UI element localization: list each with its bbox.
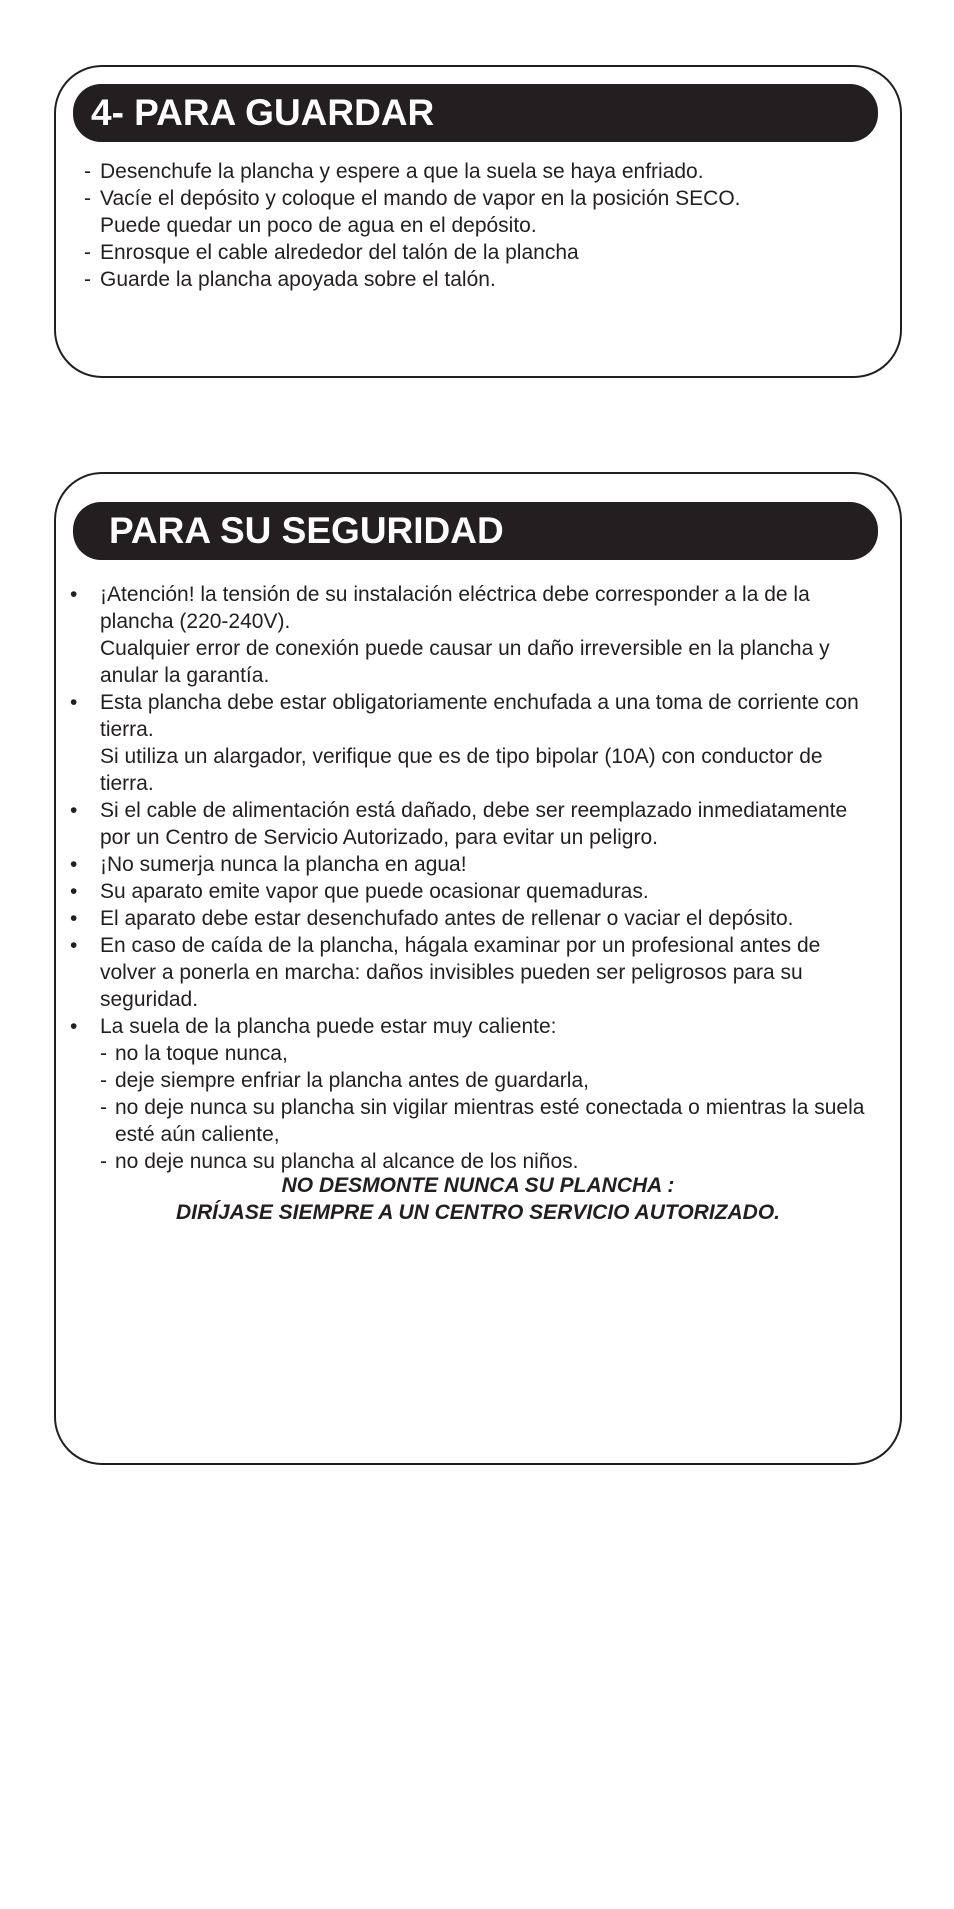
safety-section-title: PARA SU SEGURIDAD: [73, 502, 878, 560]
list-item: • Esta plancha debe estar obligatoriamente enchufada a una toma de corriente con tierra. Si utiliza un alargador, verifique que es de tipo bipolar (10A) con conductor de tierra.: [70, 689, 872, 797]
list-item: - deje siempre enfriar la plancha antes de guardarla,: [100, 1067, 872, 1094]
list-item: • ¡Atención! la tensión de su instalación eléctrica debe corresponder a la de la plancha (220-240V). Cualquier error de conexión puede causar un daño irreversible en la plancha y anular la garantía.: [70, 581, 872, 689]
list-item: - no deje nunca su plancha sin vigilar mientras esté conectada o mientras la suela esté aún caliente,: [100, 1094, 872, 1148]
list-item: • El aparato debe estar desenchufado antes de rellenar o vaciar el depósito.: [70, 905, 872, 932]
list-item: - Desenchufe la plancha y espere a que la suela se haya enfriado.: [80, 158, 880, 185]
list-item: • Su aparato emite vapor que puede ocasionar quemaduras.: [70, 878, 872, 905]
list-item: - Guarde la plancha apoyada sobre el talón.: [80, 266, 880, 293]
warning-note: [56, 1172, 900, 1226]
safety-section: [54, 472, 902, 1465]
list-item: • En caso de caída de la plancha, hágala examinar por un profesional antes de volver a ponerla en marcha: daños invisibles pueden ser peligrosos para su seguridad.: [70, 932, 872, 1013]
hot-soleplate-sublist: [70, 1040, 872, 1175]
list-item: - Enrosque el cable alrededor del talón de la plancha: [80, 239, 880, 266]
list-item: - no la toque nunca,: [100, 1040, 872, 1067]
storage-instructions-list: [80, 158, 880, 293]
safety-instructions-list: [70, 581, 872, 1175]
list-item: - no deje nunca su plancha al alcance de los niños.: [100, 1148, 872, 1175]
list-item: • Si el cable de alimentación está dañado, debe ser reemplazado inmediatamente por un Centro de Servicio Autorizado, para evitar un peligro.: [70, 797, 872, 851]
list-item: - Vacíe el depósito y coloque el mando de vapor en la posición SECO. Puede quedar un poco de agua en el depósito.: [80, 185, 880, 239]
warning-line: NO DESMONTE NUNCA SU PLANCHA :: [281, 1174, 675, 1197]
storage-section: [54, 65, 902, 378]
list-item: • La suela de la plancha puede estar muy caliente:: [70, 1013, 872, 1040]
list-item: • ¡No sumerja nunca la plancha en agua!: [70, 851, 872, 878]
warning-line: DIRÍJASE SIEMPRE A UN CENTRO SERVICIO AUTORIZADO.: [175, 1201, 780, 1224]
storage-section-title: 4- PARA GUARDAR: [73, 84, 878, 142]
